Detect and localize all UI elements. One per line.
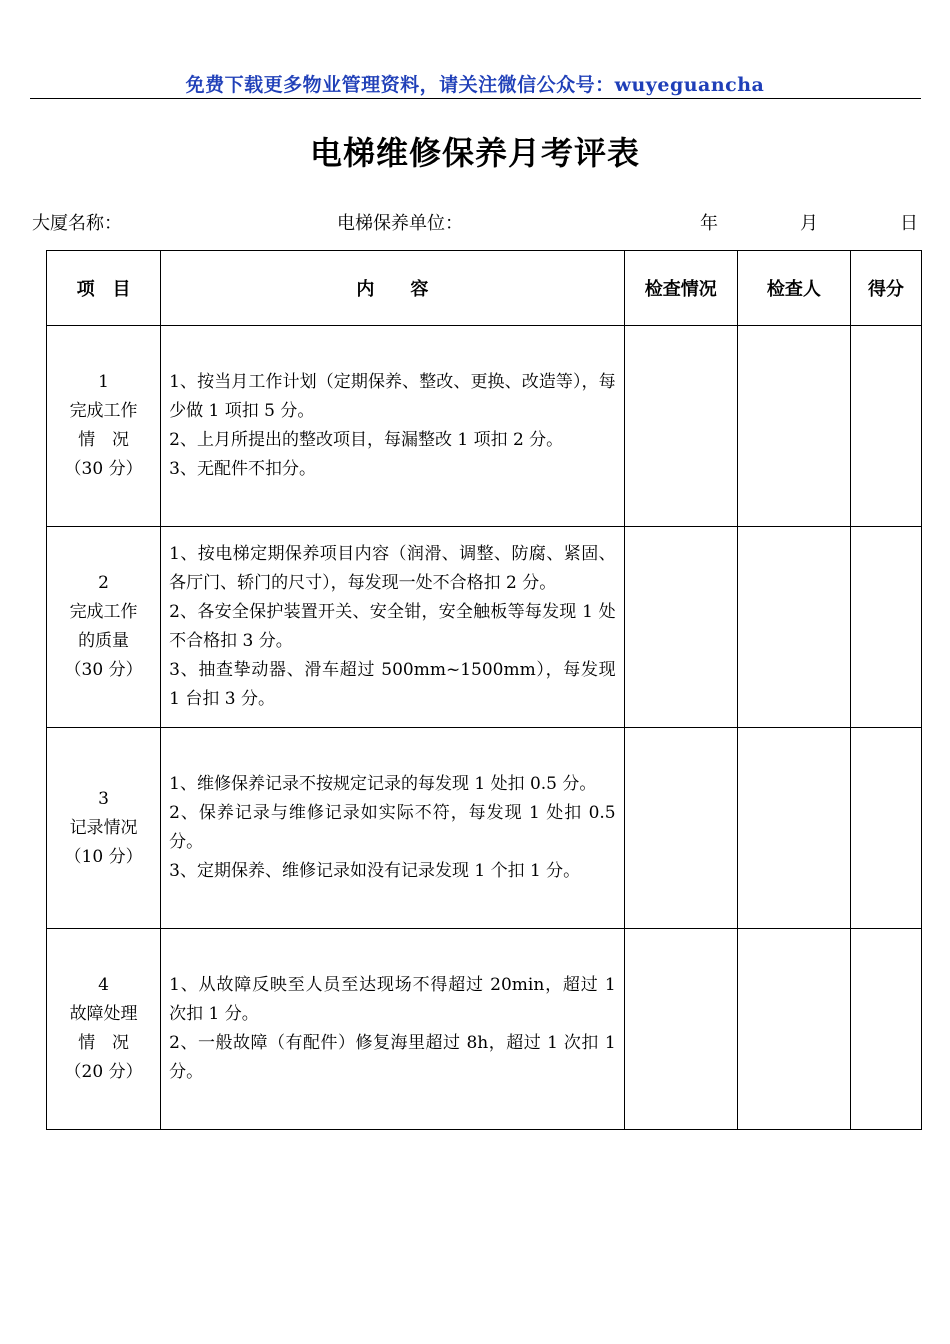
day-label: 日 — [900, 213, 918, 234]
item-number: 1 — [98, 372, 109, 392]
evaluation-table — [46, 250, 922, 1130]
content-line: 3、抽查挚动器、滑车超过 500mm~1500mm），每发现 1 台扣 3 分。 — [169, 660, 616, 709]
building-name-label: 大厦名称： — [32, 213, 122, 234]
score-cell[interactable] — [850, 326, 921, 527]
content-cell — [161, 326, 625, 527]
item-name: 情 况 — [78, 430, 130, 450]
item-name: 完成工作 — [69, 401, 138, 421]
table-row — [47, 527, 922, 728]
item-cell — [47, 728, 161, 929]
item-name: 完成工作 — [69, 602, 138, 622]
check-cell[interactable] — [624, 728, 737, 929]
item-cell — [47, 326, 161, 527]
inspector-cell[interactable] — [737, 929, 850, 1130]
score-cell[interactable] — [850, 728, 921, 929]
month-label: 月 — [800, 213, 818, 234]
header-rule — [30, 98, 921, 99]
content-line: 2、保养记录与维修记录如实际不符，每发现 1 处扣 0.5 分。 — [169, 803, 616, 852]
inspector-cell[interactable] — [737, 527, 850, 728]
item-number: 3 — [98, 788, 109, 809]
item-name: 记录情况 — [69, 817, 138, 838]
header-item: 项 目 — [47, 251, 161, 326]
header-score: 得分 — [850, 251, 921, 326]
content-cell — [161, 527, 625, 728]
item-points: （30 分） — [64, 660, 143, 680]
inspector-cell[interactable] — [737, 728, 850, 929]
content-line: 1、按当月工作计划（定期保养、整改、更换、改造等），每少做 1 项扣 5 分。 — [169, 372, 616, 421]
content-line: 3、定期保养、维修记录如没有记录发现 1 个扣 1 分。 — [169, 861, 581, 881]
item-number: 2 — [98, 573, 109, 593]
content-line: 1、维修保养记录不按规定记录的每发现 1 处扣 0.5 分。 — [169, 774, 597, 794]
header-inspector: 检查人 — [737, 251, 850, 326]
item-points: （30 分） — [64, 459, 143, 479]
header-content: 内 容 — [161, 251, 625, 326]
table-row — [47, 728, 922, 929]
check-cell[interactable] — [624, 527, 737, 728]
item-name: 的质量 — [78, 631, 130, 651]
score-cell[interactable] — [850, 527, 921, 728]
item-name: 情 况 — [78, 1033, 130, 1053]
content-line: 1、从故障反映至人员至达现场不得超过 20min，超过 1 次扣 1 分。 — [169, 975, 616, 1024]
content-cell — [161, 929, 625, 1130]
item-number: 4 — [98, 975, 109, 995]
inspector-cell[interactable] — [737, 326, 850, 527]
check-cell[interactable] — [624, 326, 737, 527]
content-cell — [161, 728, 625, 929]
content-line: 3、无配件不扣分。 — [169, 459, 316, 479]
content-line: 2、上月所提出的整改项目，每漏整改 1 项扣 2 分。 — [169, 430, 564, 450]
table-row — [47, 929, 922, 1130]
header-banner: 免费下载更多物业管理资料，请关注微信公众号：wuyeguancha — [185, 74, 765, 96]
score-cell[interactable] — [850, 929, 921, 1130]
item-points: （10 分） — [64, 846, 143, 867]
header-check: 检查情况 — [624, 251, 737, 326]
item-cell — [47, 929, 161, 1130]
item-name: 故障处理 — [69, 1004, 138, 1024]
page-title: 电梯维修保养月考评表 — [309, 134, 640, 172]
year-label: 年 — [700, 213, 718, 234]
item-cell — [47, 527, 161, 728]
check-cell[interactable] — [624, 929, 737, 1130]
content-line: 2、一般故障（有配件）修复海里超过 8h，超过 1 次扣 1 分。 — [169, 1033, 616, 1082]
content-line: 1、按电梯定期保养项目内容（润滑、调整、防腐、紧固、各厅门、轿门的尺寸），每发现一处不合格扣 2 分。 — [169, 544, 616, 593]
maintenance-unit-label: 电梯保养单位： — [337, 213, 463, 234]
table-header-row — [47, 251, 922, 326]
content-line: 2、各安全保护装置开关、安全钳，安全触板等每发现 1 处不合格扣 3 分。 — [169, 602, 616, 651]
table-row — [47, 326, 922, 527]
item-points: （20 分） — [64, 1062, 143, 1082]
